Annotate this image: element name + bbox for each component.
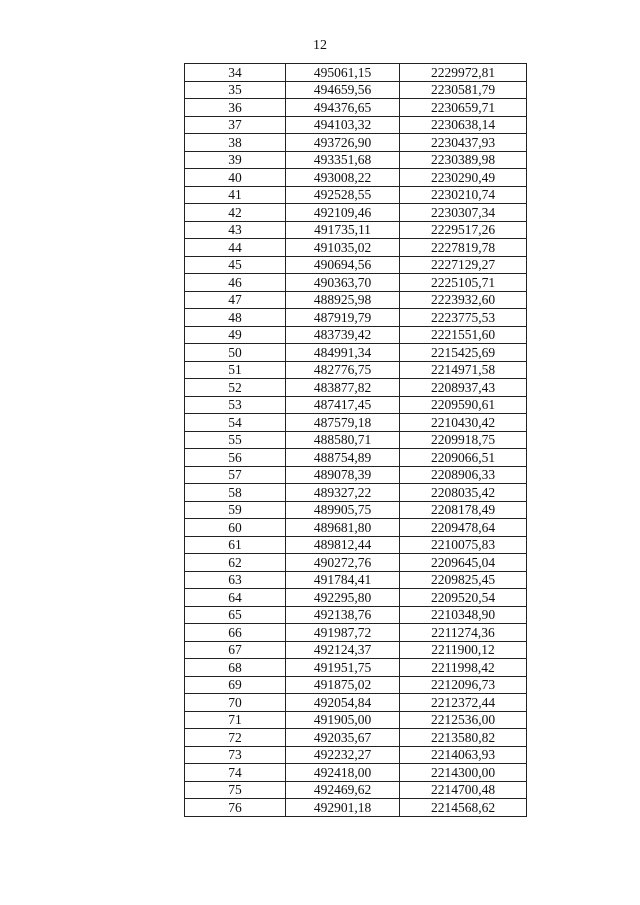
y-coordinate-cell: 2214971,58 xyxy=(400,361,527,379)
point-number-cell: 41 xyxy=(185,186,286,204)
y-coordinate-cell: 2212372,44 xyxy=(400,694,527,712)
table-row xyxy=(185,641,527,659)
x-coordinate-cell: 489905,75 xyxy=(286,501,400,519)
coordinates-table-body xyxy=(185,64,527,817)
point-number-cell: 62 xyxy=(185,554,286,572)
x-coordinate-cell: 492035,67 xyxy=(286,729,400,747)
y-coordinate-cell: 2230659,71 xyxy=(400,99,527,117)
y-coordinate-cell: 2208937,43 xyxy=(400,379,527,397)
x-coordinate-cell: 484991,34 xyxy=(286,344,400,362)
x-coordinate-cell: 495061,15 xyxy=(286,64,400,82)
y-coordinate-cell: 2230389,98 xyxy=(400,151,527,169)
x-coordinate-cell: 492124,37 xyxy=(286,641,400,659)
y-coordinate-cell: 2223932,60 xyxy=(400,291,527,309)
x-coordinate-cell: 489078,39 xyxy=(286,466,400,484)
x-coordinate-cell: 492109,46 xyxy=(286,204,400,222)
table-row xyxy=(185,221,527,239)
table-row xyxy=(185,64,527,82)
table-row xyxy=(185,729,527,747)
point-number-cell: 39 xyxy=(185,151,286,169)
y-coordinate-cell: 2210075,83 xyxy=(400,536,527,554)
y-coordinate-cell: 2229517,26 xyxy=(400,221,527,239)
y-coordinate-cell: 2210348,90 xyxy=(400,606,527,624)
point-number-cell: 65 xyxy=(185,606,286,624)
table-row xyxy=(185,676,527,694)
x-coordinate-cell: 489812,44 xyxy=(286,536,400,554)
point-number-cell: 69 xyxy=(185,676,286,694)
x-coordinate-cell: 490694,56 xyxy=(286,256,400,274)
point-number-cell: 36 xyxy=(185,99,286,117)
page-number: 12 xyxy=(313,38,327,53)
x-coordinate-cell: 487417,45 xyxy=(286,396,400,414)
point-number-cell: 37 xyxy=(185,116,286,134)
y-coordinate-cell: 2211900,12 xyxy=(400,641,527,659)
point-number-cell: 46 xyxy=(185,274,286,292)
x-coordinate-cell: 488580,71 xyxy=(286,431,400,449)
table-row xyxy=(185,81,527,99)
point-number-cell: 42 xyxy=(185,204,286,222)
point-number-cell: 52 xyxy=(185,379,286,397)
x-coordinate-cell: 492232,27 xyxy=(286,746,400,764)
table-row xyxy=(185,449,527,467)
x-coordinate-cell: 488754,89 xyxy=(286,449,400,467)
table-row xyxy=(185,396,527,414)
point-number-cell: 60 xyxy=(185,519,286,537)
y-coordinate-cell: 2215425,69 xyxy=(400,344,527,362)
x-coordinate-cell: 492901,18 xyxy=(286,799,400,817)
y-coordinate-cell: 2230638,14 xyxy=(400,116,527,134)
table-row xyxy=(185,554,527,572)
table-row xyxy=(185,134,527,152)
y-coordinate-cell: 2225105,71 xyxy=(400,274,527,292)
y-coordinate-cell: 2227819,78 xyxy=(400,239,527,257)
x-coordinate-cell: 491987,72 xyxy=(286,624,400,642)
y-coordinate-cell: 2208035,42 xyxy=(400,484,527,502)
table-row xyxy=(185,484,527,502)
y-coordinate-cell: 2212096,73 xyxy=(400,676,527,694)
point-number-cell: 44 xyxy=(185,239,286,257)
point-number-cell: 54 xyxy=(185,414,286,432)
point-number-cell: 66 xyxy=(185,624,286,642)
x-coordinate-cell: 490363,70 xyxy=(286,274,400,292)
y-coordinate-cell: 2208178,49 xyxy=(400,501,527,519)
table-row xyxy=(185,151,527,169)
y-coordinate-cell: 2214300,00 xyxy=(400,764,527,782)
table-row xyxy=(185,326,527,344)
x-coordinate-cell: 494103,32 xyxy=(286,116,400,134)
point-number-cell: 55 xyxy=(185,431,286,449)
table-row xyxy=(185,799,527,817)
y-coordinate-cell: 2214568,62 xyxy=(400,799,527,817)
point-number-cell: 64 xyxy=(185,589,286,607)
y-coordinate-cell: 2213580,82 xyxy=(400,729,527,747)
y-coordinate-cell: 2209478,64 xyxy=(400,519,527,537)
table-row xyxy=(185,624,527,642)
table-row xyxy=(185,116,527,134)
point-number-cell: 74 xyxy=(185,764,286,782)
table-row xyxy=(185,309,527,327)
point-number-cell: 70 xyxy=(185,694,286,712)
table-row xyxy=(185,466,527,484)
y-coordinate-cell: 2209645,04 xyxy=(400,554,527,572)
table-row xyxy=(185,379,527,397)
x-coordinate-cell: 493351,68 xyxy=(286,151,400,169)
x-coordinate-cell: 492054,84 xyxy=(286,694,400,712)
x-coordinate-cell: 483739,42 xyxy=(286,326,400,344)
table-row xyxy=(185,291,527,309)
y-coordinate-cell: 2227129,27 xyxy=(400,256,527,274)
table-row xyxy=(185,414,527,432)
table-row xyxy=(185,256,527,274)
x-coordinate-cell: 482776,75 xyxy=(286,361,400,379)
y-coordinate-cell: 2230437,93 xyxy=(400,134,527,152)
table-row xyxy=(185,204,527,222)
point-number-cell: 68 xyxy=(185,659,286,677)
point-number-cell: 71 xyxy=(185,711,286,729)
point-number-cell: 76 xyxy=(185,799,286,817)
point-number-cell: 35 xyxy=(185,81,286,99)
point-number-cell: 40 xyxy=(185,169,286,187)
point-number-cell: 43 xyxy=(185,221,286,239)
y-coordinate-cell: 2208906,33 xyxy=(400,466,527,484)
table-row xyxy=(185,361,527,379)
x-coordinate-cell: 492295,80 xyxy=(286,589,400,607)
point-number-cell: 58 xyxy=(185,484,286,502)
x-coordinate-cell: 489327,22 xyxy=(286,484,400,502)
point-number-cell: 72 xyxy=(185,729,286,747)
table-row xyxy=(185,764,527,782)
x-coordinate-cell: 494659,56 xyxy=(286,81,400,99)
point-number-cell: 45 xyxy=(185,256,286,274)
x-coordinate-cell: 488925,98 xyxy=(286,291,400,309)
point-number-cell: 63 xyxy=(185,571,286,589)
x-coordinate-cell: 491035,02 xyxy=(286,239,400,257)
point-number-cell: 67 xyxy=(185,641,286,659)
y-coordinate-cell: 2209590,61 xyxy=(400,396,527,414)
point-number-cell: 59 xyxy=(185,501,286,519)
x-coordinate-cell: 491951,75 xyxy=(286,659,400,677)
table-row xyxy=(185,239,527,257)
table-row xyxy=(185,431,527,449)
y-coordinate-cell: 2209520,54 xyxy=(400,589,527,607)
x-coordinate-cell: 491905,00 xyxy=(286,711,400,729)
x-coordinate-cell: 492138,76 xyxy=(286,606,400,624)
x-coordinate-cell: 491875,02 xyxy=(286,676,400,694)
y-coordinate-cell: 2230307,34 xyxy=(400,204,527,222)
table-row xyxy=(185,186,527,204)
x-coordinate-cell: 492469,62 xyxy=(286,781,400,799)
point-number-cell: 56 xyxy=(185,449,286,467)
x-coordinate-cell: 491784,41 xyxy=(286,571,400,589)
table-row xyxy=(185,99,527,117)
table-row xyxy=(185,519,527,537)
table-row xyxy=(185,274,527,292)
x-coordinate-cell: 489681,80 xyxy=(286,519,400,537)
coordinates-table xyxy=(184,63,527,817)
table-row xyxy=(185,659,527,677)
point-number-cell: 47 xyxy=(185,291,286,309)
point-number-cell: 38 xyxy=(185,134,286,152)
table-row xyxy=(185,711,527,729)
point-number-cell: 49 xyxy=(185,326,286,344)
y-coordinate-cell: 2229972,81 xyxy=(400,64,527,82)
point-number-cell: 48 xyxy=(185,309,286,327)
y-coordinate-cell: 2223775,53 xyxy=(400,309,527,327)
point-number-cell: 73 xyxy=(185,746,286,764)
y-coordinate-cell: 2211274,36 xyxy=(400,624,527,642)
table-row xyxy=(185,589,527,607)
y-coordinate-cell: 2230210,74 xyxy=(400,186,527,204)
y-coordinate-cell: 2214700,48 xyxy=(400,781,527,799)
table-row xyxy=(185,606,527,624)
point-number-cell: 34 xyxy=(185,64,286,82)
table-row xyxy=(185,344,527,362)
point-number-cell: 50 xyxy=(185,344,286,362)
y-coordinate-cell: 2209918,75 xyxy=(400,431,527,449)
x-coordinate-cell: 494376,65 xyxy=(286,99,400,117)
x-coordinate-cell: 491735,11 xyxy=(286,221,400,239)
table-row xyxy=(185,781,527,799)
y-coordinate-cell: 2212536,00 xyxy=(400,711,527,729)
y-coordinate-cell: 2210430,42 xyxy=(400,414,527,432)
point-number-cell: 61 xyxy=(185,536,286,554)
y-coordinate-cell: 2230290,49 xyxy=(400,169,527,187)
table-row xyxy=(185,501,527,519)
x-coordinate-cell: 483877,82 xyxy=(286,379,400,397)
x-coordinate-cell: 490272,76 xyxy=(286,554,400,572)
x-coordinate-cell: 487579,18 xyxy=(286,414,400,432)
point-number-cell: 53 xyxy=(185,396,286,414)
table-row xyxy=(185,169,527,187)
x-coordinate-cell: 493008,22 xyxy=(286,169,400,187)
y-coordinate-cell: 2214063,93 xyxy=(400,746,527,764)
point-number-cell: 57 xyxy=(185,466,286,484)
point-number-cell: 51 xyxy=(185,361,286,379)
y-coordinate-cell: 2221551,60 xyxy=(400,326,527,344)
table-row xyxy=(185,746,527,764)
x-coordinate-cell: 492418,00 xyxy=(286,764,400,782)
y-coordinate-cell: 2230581,79 xyxy=(400,81,527,99)
table-row xyxy=(185,694,527,712)
x-coordinate-cell: 487919,79 xyxy=(286,309,400,327)
y-coordinate-cell: 2209066,51 xyxy=(400,449,527,467)
y-coordinate-cell: 2209825,45 xyxy=(400,571,527,589)
table-row xyxy=(185,571,527,589)
point-number-cell: 75 xyxy=(185,781,286,799)
x-coordinate-cell: 493726,90 xyxy=(286,134,400,152)
x-coordinate-cell: 492528,55 xyxy=(286,186,400,204)
y-coordinate-cell: 2211998,42 xyxy=(400,659,527,677)
table-row xyxy=(185,536,527,554)
